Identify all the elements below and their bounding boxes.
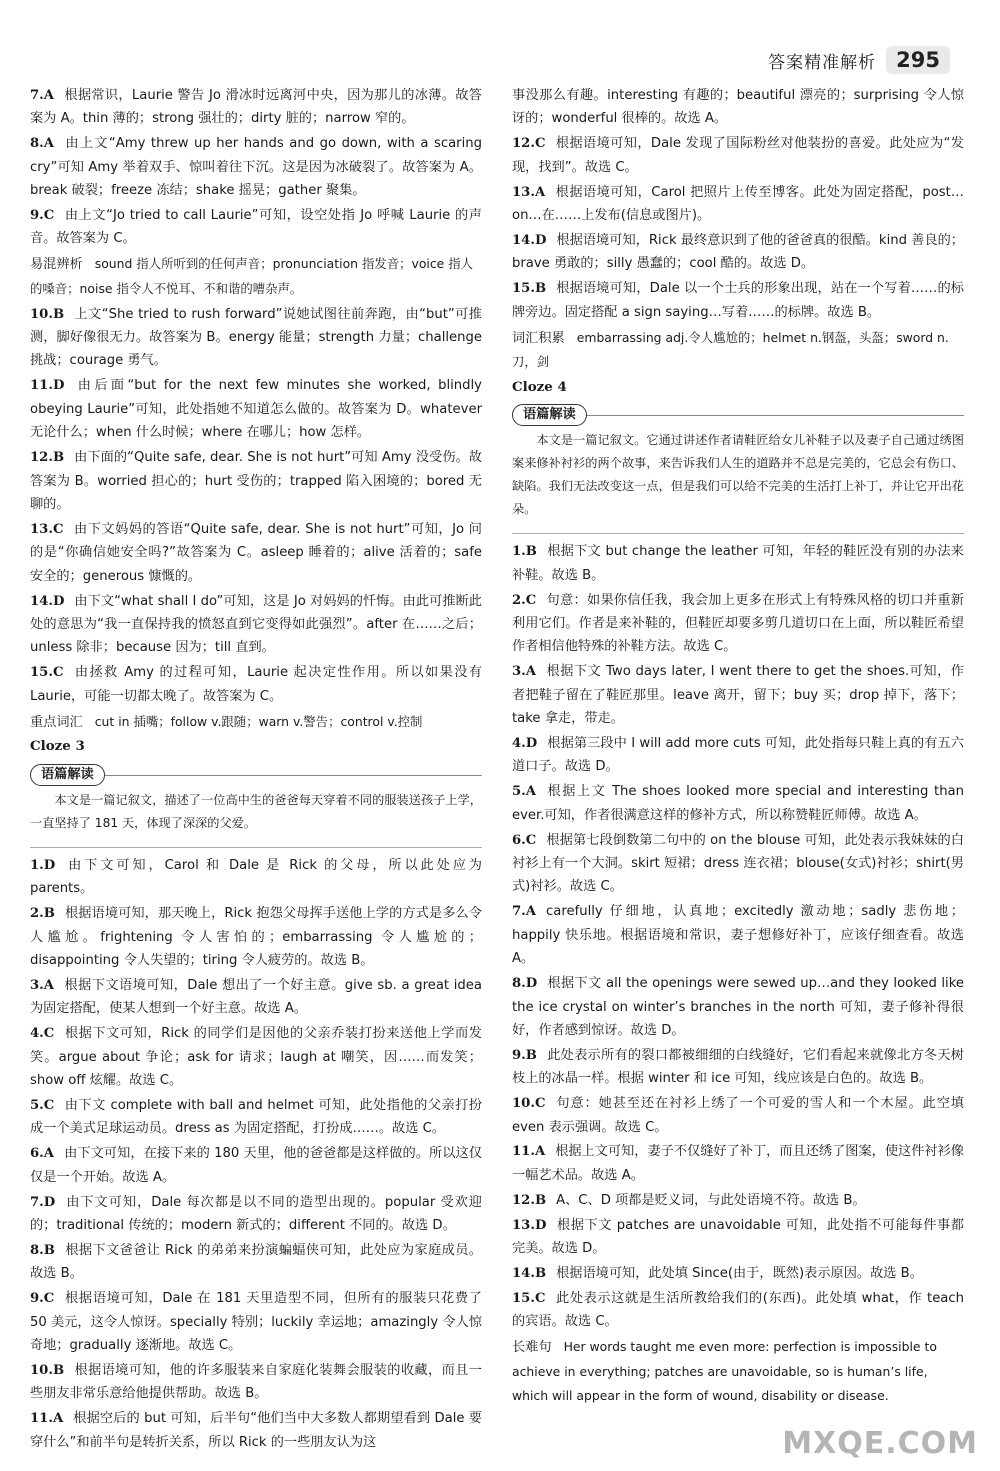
answer-entry	[512, 900, 964, 970]
answer-number: 8.B	[30, 1242, 55, 1258]
answer-explanation: 此处表示所有的裂口都被细细的白线缝好，它们看起来就像北方冬天树枝上的冰晶一样。根据 winter 和 ice 可知，线应该是白色的。故选 B。	[512, 1047, 964, 1087]
answer-explanation: 此处表示这就是生活所教给我们的(东西)。此处填 what，作 teach 的宾语。故选 C。	[512, 1290, 964, 1330]
answer-explanation: 根据上文 The shoes looked more special and interesting than ever.可知，作者很满意这样的修补方式，所以称赞鞋匠师傅。故选 A。	[512, 784, 964, 823]
answer-entry	[30, 1142, 482, 1189]
answer-explanation: 由下文可知，Dale 每次都是以不同的造型出现的。popular 受欢迎的；traditional 传统的；modern 新式的；different 不同的。故选 D。	[30, 1194, 482, 1233]
answer-entry	[512, 84, 964, 131]
answer-number: 6.A	[30, 1146, 54, 1162]
passage-summary: 本文是一篇记叙文。它通过讲述作者请鞋匠给女儿补鞋子以及妻子自己通过绣图案来修补衬衫的两个故事，来告诉我们人生的道路并不总是完美的，它总会有伤口、缺陷。我们无法改变这一点，但是我们可以给不完美的生活打上补丁，并让它开出花朵。	[512, 433, 964, 517]
answer-entry	[512, 780, 964, 827]
answer-number: 9.B	[512, 1047, 537, 1063]
answer-number: 4.D	[512, 736, 538, 752]
answer-explanation: 根据下文 all the openings were sewed up…and they looked like the ice crystal on winter’s branches in the north 可知，妻子修补得很好，作者感到惊讶。故选 D。	[512, 976, 964, 1038]
passage-summary-box	[30, 763, 482, 848]
answer-number: 6.C	[512, 832, 537, 848]
answer-entry	[512, 1287, 964, 1334]
answer-entry	[30, 1287, 482, 1357]
answer-number: 11.A	[30, 1411, 64, 1427]
badge-label: 语篇解读	[512, 404, 587, 426]
answer-entry	[30, 1094, 482, 1141]
reading-badge	[512, 403, 964, 429]
note-label: 易混辨析	[30, 257, 83, 273]
answer-number: 1.D	[30, 857, 56, 873]
answer-explanation: 由下文妈妈的答语“Quite safe, dear. She is not hurt”可知，Jo 问的是“你确信她安全吗?”故答案为 C。asleep 睡着的；alive 活着的；safe 安全的；generous 慷慨的。	[30, 521, 482, 584]
answer-entry	[30, 84, 482, 131]
note-long-sentence	[512, 1335, 964, 1408]
answer-entry	[30, 204, 482, 251]
answer-number: 12.B	[512, 1192, 547, 1208]
answer-entry	[30, 661, 482, 708]
answer-entry	[512, 132, 964, 179]
answer-number: 2.B	[30, 906, 55, 922]
answer-entry	[30, 854, 482, 901]
answer-explanation: 根据语境可知，他的许多服装来自家庭化装舞会服装的收藏，而且一些朋友非常乐意给他提供帮助。故选 B。	[30, 1362, 482, 1402]
answer-entry	[30, 1359, 482, 1406]
note-label: 长难句	[512, 1340, 552, 1356]
answer-entry	[30, 1239, 482, 1286]
badge-label: 语篇解读	[30, 764, 105, 786]
answer-entry	[512, 1214, 964, 1261]
answer-entry	[512, 589, 964, 659]
answer-entry	[512, 1262, 964, 1285]
answer-entry	[512, 972, 964, 1042]
note-label: 词汇积累	[512, 330, 565, 346]
passage-summary-box	[512, 403, 964, 534]
answer-number: 4.C	[30, 1026, 55, 1042]
answer-explanation: 根据语境可知，Rick 最终意识到了他的爸爸真的很酷。kind 善良的；brave 勇敢的；silly 愚蠢的；cool 酷的。故选 D。	[512, 232, 964, 272]
answer-explanation: 根据空后的 but 可知，后半句“他们当中大多数人都期望看到 Dale 要穿什么”和前半句是转折关系，所以 Rick 的一些朋友认为这	[30, 1411, 482, 1450]
answer-entry	[30, 374, 482, 444]
answer-number: 7.A	[512, 904, 536, 920]
answer-entry	[512, 660, 964, 730]
answer-number: 14.B	[512, 1265, 547, 1281]
answer-entry	[30, 1191, 482, 1238]
answer-number: 5.C	[30, 1097, 55, 1113]
answer-explanation: 由上文“Jo tried to call Laurie”可知，设空处指 Jo 呼喊 Laurie 的声音。故答案为 C。	[30, 208, 482, 247]
answer-explanation: 由拯救 Amy 的过程可知，Laurie 起决定性作用。所以如果没有 Laurie，可能一切都太晚了。故答案为 C。	[30, 665, 482, 704]
answer-entry	[30, 590, 482, 660]
answer-explanation: 根据下文可知，Rick 的同学们是因他的父亲乔装打扮来送他上学而发笑。argue about 争论；ask for 请求；laugh at 嘲笑，因……而发笑；show off 炫耀。故选 C。	[30, 1026, 482, 1089]
answer-number: 12.B	[30, 450, 65, 466]
answer-explanation: carefully 仔细地，认真地；excitedly 激动地；sadly 悲伤地；happily 快乐地。根据语境和常识，妻子想修好补丁，应该仔细查看。故选 A。	[512, 904, 964, 967]
answer-number: 9.C	[30, 208, 55, 224]
answer-explanation: 根据下文爸爸让 Rick 的弟弟来扮演蝙蝠侠可知，此处应为家庭成员。故选 B。	[30, 1242, 482, 1282]
answer-number: 8.D	[512, 976, 538, 992]
answer-number: 14.D	[512, 232, 547, 248]
answer-explanation: 根据常识，Laurie 警告 Jo 滑冰时远离河中央，因为那儿的冰薄。故答案为 A。thin 薄的；strong 强壮的；dirty 脏的；narrow 窄的。	[30, 88, 482, 127]
answer-explanation: 根据语境可知，Dale 在 181 天里造型不同，但所有的服装只花费了 50 美元，这令人惊讶。specially 特别；luckily 幸运地；amazingly 令人惊奇地；gradually 逐渐地。故选 C。	[30, 1291, 482, 1353]
page-number: 295	[886, 46, 950, 74]
answer-explanation: 由下文“what shall I do”可知，这是 Jo 对妈妈的忏悔。由此可推断此处的意思为“我一直保持我的愤怒直到它变得如此强烈”。after 在……之后；unless 除非；because 因为；till 直到。	[30, 593, 482, 656]
answer-explanation: 由后面“but for the next few minutes she worked, blindly obeying Laurie”可知，此处指她不知道怎么做的。故答案为 D。whatever 无论什么；when 什么时候；where 在哪儿；how 怎样。	[30, 378, 482, 441]
answer-number: 15.B	[512, 281, 547, 297]
answer-explanation: 根据下文 patches are unavoidable 可知，此处指不可能每件事都完美。故选 D。	[512, 1217, 964, 1257]
answer-number: 12.C	[512, 136, 546, 152]
answer-entry	[512, 732, 964, 779]
answer-entry	[30, 974, 482, 1021]
answer-entry	[30, 446, 482, 516]
cloze-4-heading: Cloze 4	[512, 378, 567, 395]
answer-number: 14.D	[30, 593, 65, 609]
answer-entry	[30, 518, 482, 588]
cloze-3-heading: Cloze 3	[30, 738, 85, 755]
answer-number: 2.C	[512, 592, 537, 608]
answer-number: 7.A	[30, 88, 54, 103]
answer-explanation: 事没那么有趣。interesting 有趣的；beautiful 漂亮的；surprising 令人惊讶的；wonderful 很棒的。故选 A。	[512, 88, 964, 127]
answer-number: 1.B	[512, 544, 537, 560]
answer-explanation: 根据第七段倒数第二句中的 on the blouse 可知，此处表示我妹妹的白衬衫上有一个大洞。skirt 短裙；dress 连衣裙；blouse(女式)衬衫；shirt(男式)衬衫。故选 C。	[512, 832, 964, 895]
answer-explanation: A、C、D 项都是贬义词，与此处语境不符。故选 B。	[556, 1192, 866, 1208]
answer-entry	[512, 181, 964, 228]
answer-explanation: 由上文“Amy threw up her hands and go down, with a scaring cry”可知 Amy 举着双手、惊叫着往下沉。这是因为冰破裂了。故答案为 A。break 破裂；freeze 冻结；shake 摇晃；gather 聚集。	[30, 136, 482, 199]
answer-entry	[30, 132, 482, 202]
reading-badge	[30, 763, 482, 789]
answer-entry	[512, 229, 964, 276]
answer-explanation: 句意：如果你信任我，我会加上更多在形式上有特殊风格的切口并重新利用它们。作者是来补鞋的，但鞋匠却要多剪几道切口在上面，所以鞋匠希望作者相信他特殊的补鞋方法。故选 C。	[512, 592, 964, 655]
answer-entry	[512, 1092, 964, 1139]
answer-number: 13.A	[512, 184, 546, 200]
answer-number: 9.C	[30, 1291, 55, 1307]
left-column	[30, 84, 482, 1456]
answer-entry	[30, 1022, 482, 1092]
answer-explanation: 根据语境可知，Dale 发现了国际粉丝对他装扮的喜爱。此处应为“发现，找到”。故选 C。	[512, 136, 964, 175]
answer-entry	[30, 902, 482, 972]
answer-entry	[512, 277, 964, 324]
answer-entry	[512, 1140, 964, 1187]
answer-number: 3.A	[512, 664, 536, 680]
note-text: cut in 插嘴；follow v.跟随；warn v.警告；control v.控制	[94, 713, 423, 729]
answer-explanation: 根据语境可知，Dale 以一个士兵的形象出现，站在一个写着……的标牌旁边。固定搭配 a sign saying…写着……的标牌。故选 B。	[512, 281, 964, 320]
header-title: 答案精准解析	[768, 52, 877, 73]
answer-entry	[512, 1044, 964, 1091]
answer-number: 11.D	[30, 378, 65, 394]
answer-explanation: 由下文可知，Carol 和 Dale 是 Rick 的父母，所以此处应为 parents。	[30, 857, 482, 897]
note-label: 重点词汇	[30, 714, 83, 730]
answer-explanation: 根据语境可知，Carol 把照片上传至博客。此处为固定搭配，post…on…在……上发布(信息或图片)。	[512, 184, 964, 224]
answer-explanation: 根据下文 Two days later, I went there to get the shoes.可知，作者把鞋子留在了鞋匠那里。leave 离开，留下；buy 买；drop 掉下，落下；take 拿走，带走。	[512, 664, 964, 727]
note-text: Her words taught me even more: perfection is impossible to achieve in everything; patches are unavoidable, so is human’s life, which will appear in the form of wound, disability or disease.	[512, 1339, 937, 1403]
answer-number: 13.D	[512, 1217, 547, 1233]
answer-entry	[512, 1189, 964, 1212]
note-text: sound 指人所听到的任何声音；pronunciation 指发音；voice 指人的嗓音；noise 指令人不悦耳、不和谐的嘈杂声。	[30, 256, 474, 296]
answer-number: 10.B	[30, 306, 65, 322]
answer-explanation: 根据下文语境可知，Dale 想出了一个好主意。give sb. a great idea 为固定搭配，使某人想到一个好主意。故选 A。	[30, 977, 482, 1017]
passage-summary: 本文是一篇记叙文，描述了一位高中生的爸爸每天穿着不同的服装送孩子上学，一直坚持了 181 天，体现了深深的父爱。	[30, 792, 482, 830]
answer-number: 10.C	[512, 1096, 546, 1112]
note-text: embarrassing adj.令人尴尬的；helmet n.钢盔，头盔；sword n.刀，剑	[512, 329, 949, 369]
answer-entry	[30, 1407, 482, 1454]
note-vocabulary	[512, 326, 964, 375]
page-header	[768, 46, 950, 74]
answer-number: 15.C	[512, 1290, 546, 1306]
answer-explanation: 由下文 complete with ball and helmet 可知，此处指他的父亲打扮成一个美式足球运动员。dress as 为固定搭配，打扮成……。故选 C。	[30, 1097, 482, 1137]
answer-explanation: 上文“She tried to rush forward”说她试图往前奔跑，由“but”可推测，脚好像很无力。故答案为 B。energy 能量；strength 力量；challenge 挑战；courage 勇气。	[30, 306, 482, 369]
answer-number: 8.A	[30, 136, 54, 152]
answer-number: 15.C	[30, 665, 64, 681]
answer-number: 5.A	[512, 784, 536, 800]
answer-entry	[512, 829, 964, 899]
answer-entry	[30, 303, 482, 373]
right-column	[512, 84, 964, 1410]
answer-explanation: 句意：她甚至还在衬衫上绣了一个可爱的雪人和一个木屋。此空填 even 表示强调。故选 C。	[512, 1096, 964, 1135]
note-key-vocabulary	[30, 710, 482, 734]
answer-number: 3.A	[30, 977, 54, 993]
answer-explanation: 由下文可知，在接下来的 180 天里，他的爸爸都是这样做的。所以这仅仅是一个开始。故选 A。	[30, 1146, 482, 1185]
answer-explanation: 根据语境可知，那天晚上，Rick 抱怨父母挥手送他上学的方式是多么令人尴尬。frightening 令人害怕的；embarrassing 令人尴尬的；disappointing 令人失望的；tiring 令人疲劳的。故选 B。	[30, 906, 482, 968]
answer-number: 11.A	[512, 1144, 546, 1160]
note-easily-confused	[30, 252, 482, 301]
answer-number: 10.B	[30, 1362, 65, 1378]
answer-explanation: 根据第三段中 I will add more cuts 可知，此处指每只鞋上真的有五六道口子。故选 D。	[512, 736, 964, 775]
watermark-logo: MXQE.COM	[782, 1426, 978, 1461]
answer-entry	[512, 540, 964, 587]
answer-number: 13.C	[30, 521, 64, 537]
answer-explanation: 根据上文可知，妻子不仅缝好了补丁，而且还绣了图案，使这件衬衫像一幅艺术品。故选 A。	[512, 1144, 964, 1183]
answer-explanation: 根据语境可知，此处填 Since(由于，既然)表示原因。故选 B。	[556, 1265, 923, 1281]
answer-number: 7.D	[30, 1194, 56, 1210]
answer-explanation: 由下面的“Quite safe, dear. She is not hurt”可知 Amy 没受伤。故答案为 B。worried 担心的；hurt 受伤的；trapped 陷入困境的；bored 无聊的。	[30, 450, 482, 512]
answer-explanation: 根据下文 but change the leather 可知，年轻的鞋匠没有别的办法来补鞋。故选 B。	[512, 544, 964, 583]
